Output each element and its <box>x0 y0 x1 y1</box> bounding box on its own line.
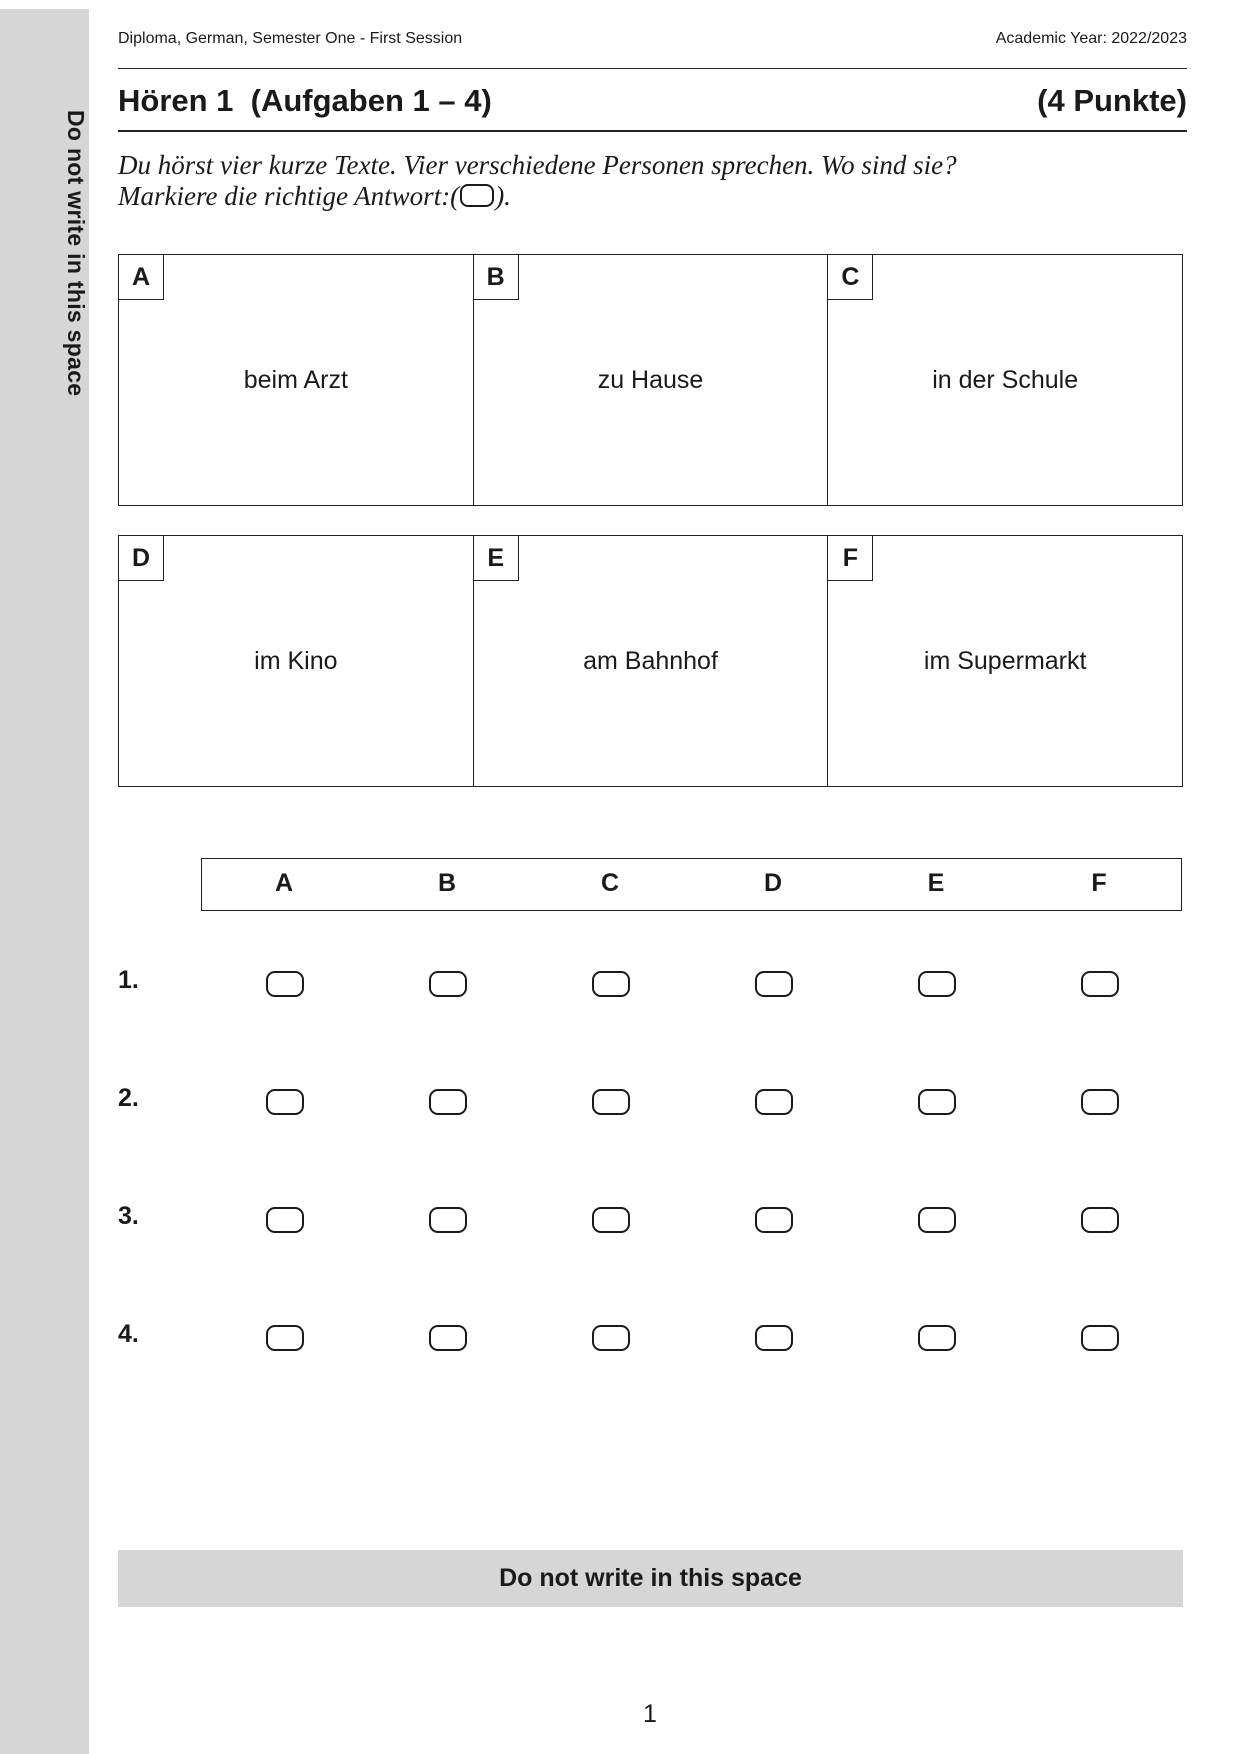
answer-bubble-q1-e[interactable] <box>918 971 956 997</box>
grid-column-label-b: B <box>437 869 457 897</box>
option-card-e <box>474 536 829 786</box>
instructions-line-2 <box>118 181 1178 212</box>
option-text: im Kino <box>254 646 338 675</box>
answer-bubble-q4-f[interactable] <box>1081 1325 1119 1351</box>
answer-bubble-q3-b[interactable] <box>429 1207 467 1233</box>
option-text: am Bahnhof <box>583 646 718 675</box>
answer-bubble-q1-b[interactable] <box>429 971 467 997</box>
option-letter: F <box>828 536 873 581</box>
question-number-2: 2. <box>118 1084 139 1112</box>
answer-bubble-q2-b[interactable] <box>429 1089 467 1115</box>
grid-column-label-e: E <box>927 869 945 897</box>
question-number-1: 1. <box>118 966 139 994</box>
grid-column-label-d: D <box>763 869 783 897</box>
option-card-f <box>828 536 1182 786</box>
option-card-c <box>828 255 1182 505</box>
option-letter: E <box>474 536 519 581</box>
footer-band: Do not write in this space <box>118 1550 1183 1607</box>
answer-bubble-q4-c[interactable] <box>592 1325 630 1351</box>
option-text: in der Schule <box>932 365 1079 394</box>
answer-bubble-q4-e[interactable] <box>918 1325 956 1351</box>
grid-column-label-a: A <box>274 869 294 897</box>
answer-bubble-q2-a[interactable] <box>266 1089 304 1115</box>
answer-bubble-q3-e[interactable] <box>918 1207 956 1233</box>
answer-bubble-q4-a[interactable] <box>266 1325 304 1351</box>
answer-bubble-q3-d[interactable] <box>755 1207 793 1233</box>
option-text: zu Hause <box>597 365 704 394</box>
options-row-2 <box>118 535 1183 787</box>
answer-bubble-q2-c[interactable] <box>592 1089 630 1115</box>
margin-label: Do not write in this space <box>63 109 89 397</box>
answer-bubble-q1-a[interactable] <box>266 971 304 997</box>
title-rule <box>118 130 1187 132</box>
answer-bubble-q3-c[interactable] <box>592 1207 630 1233</box>
grid-column-label-c: C <box>600 869 620 897</box>
answer-grid-header <box>201 858 1182 911</box>
option-card-b <box>474 255 829 505</box>
option-letter: C <box>828 255 873 300</box>
instructions <box>118 150 1178 212</box>
answer-bubble-icon <box>460 184 494 207</box>
section-points: (4 Punkte) <box>1037 83 1187 118</box>
answer-bubble-q3-a[interactable] <box>266 1207 304 1233</box>
section-title: Hören 1 (Aufgaben 1 – 4) <box>118 83 492 118</box>
answer-bubble-q4-d[interactable] <box>755 1325 793 1351</box>
instructions-line-1: Du hörst vier kurze Texte. Vier verschiedene Personen sprechen. Wo sind sie? <box>118 150 957 180</box>
grid-column-label-f: F <box>1091 869 1107 897</box>
option-text: beim Arzt <box>243 365 348 394</box>
page-number: 1 <box>643 1700 657 1728</box>
option-letter: B <box>474 255 519 300</box>
option-card-a <box>119 255 474 505</box>
options-row-1 <box>118 254 1183 506</box>
answer-bubble-q1-c[interactable] <box>592 971 630 997</box>
question-number-3: 3. <box>118 1202 139 1230</box>
instructions-text: Markiere die richtige Antwort:( <box>118 181 460 211</box>
option-card-d <box>119 536 474 786</box>
answer-bubble-q4-b[interactable] <box>429 1325 467 1351</box>
answer-bubble-q1-f[interactable] <box>1081 971 1119 997</box>
academic-year: Academic Year: 2022/2023 <box>995 30 1187 47</box>
answer-bubble-q1-d[interactable] <box>755 971 793 997</box>
answer-bubble-q2-e[interactable] <box>918 1089 956 1115</box>
option-text: im Supermarkt <box>923 646 1087 675</box>
option-letter: D <box>119 536 164 581</box>
header-rule <box>118 68 1187 69</box>
option-letter: A <box>119 255 164 300</box>
question-number-4: 4. <box>118 1320 139 1348</box>
answer-bubble-q2-d[interactable] <box>755 1089 793 1115</box>
answer-bubble-q3-f[interactable] <box>1081 1207 1119 1233</box>
instructions-text-end: ). <box>495 181 511 211</box>
answer-bubble-q2-f[interactable] <box>1081 1089 1119 1115</box>
course-header: Diploma, German, Semester One - First Session <box>118 30 463 47</box>
